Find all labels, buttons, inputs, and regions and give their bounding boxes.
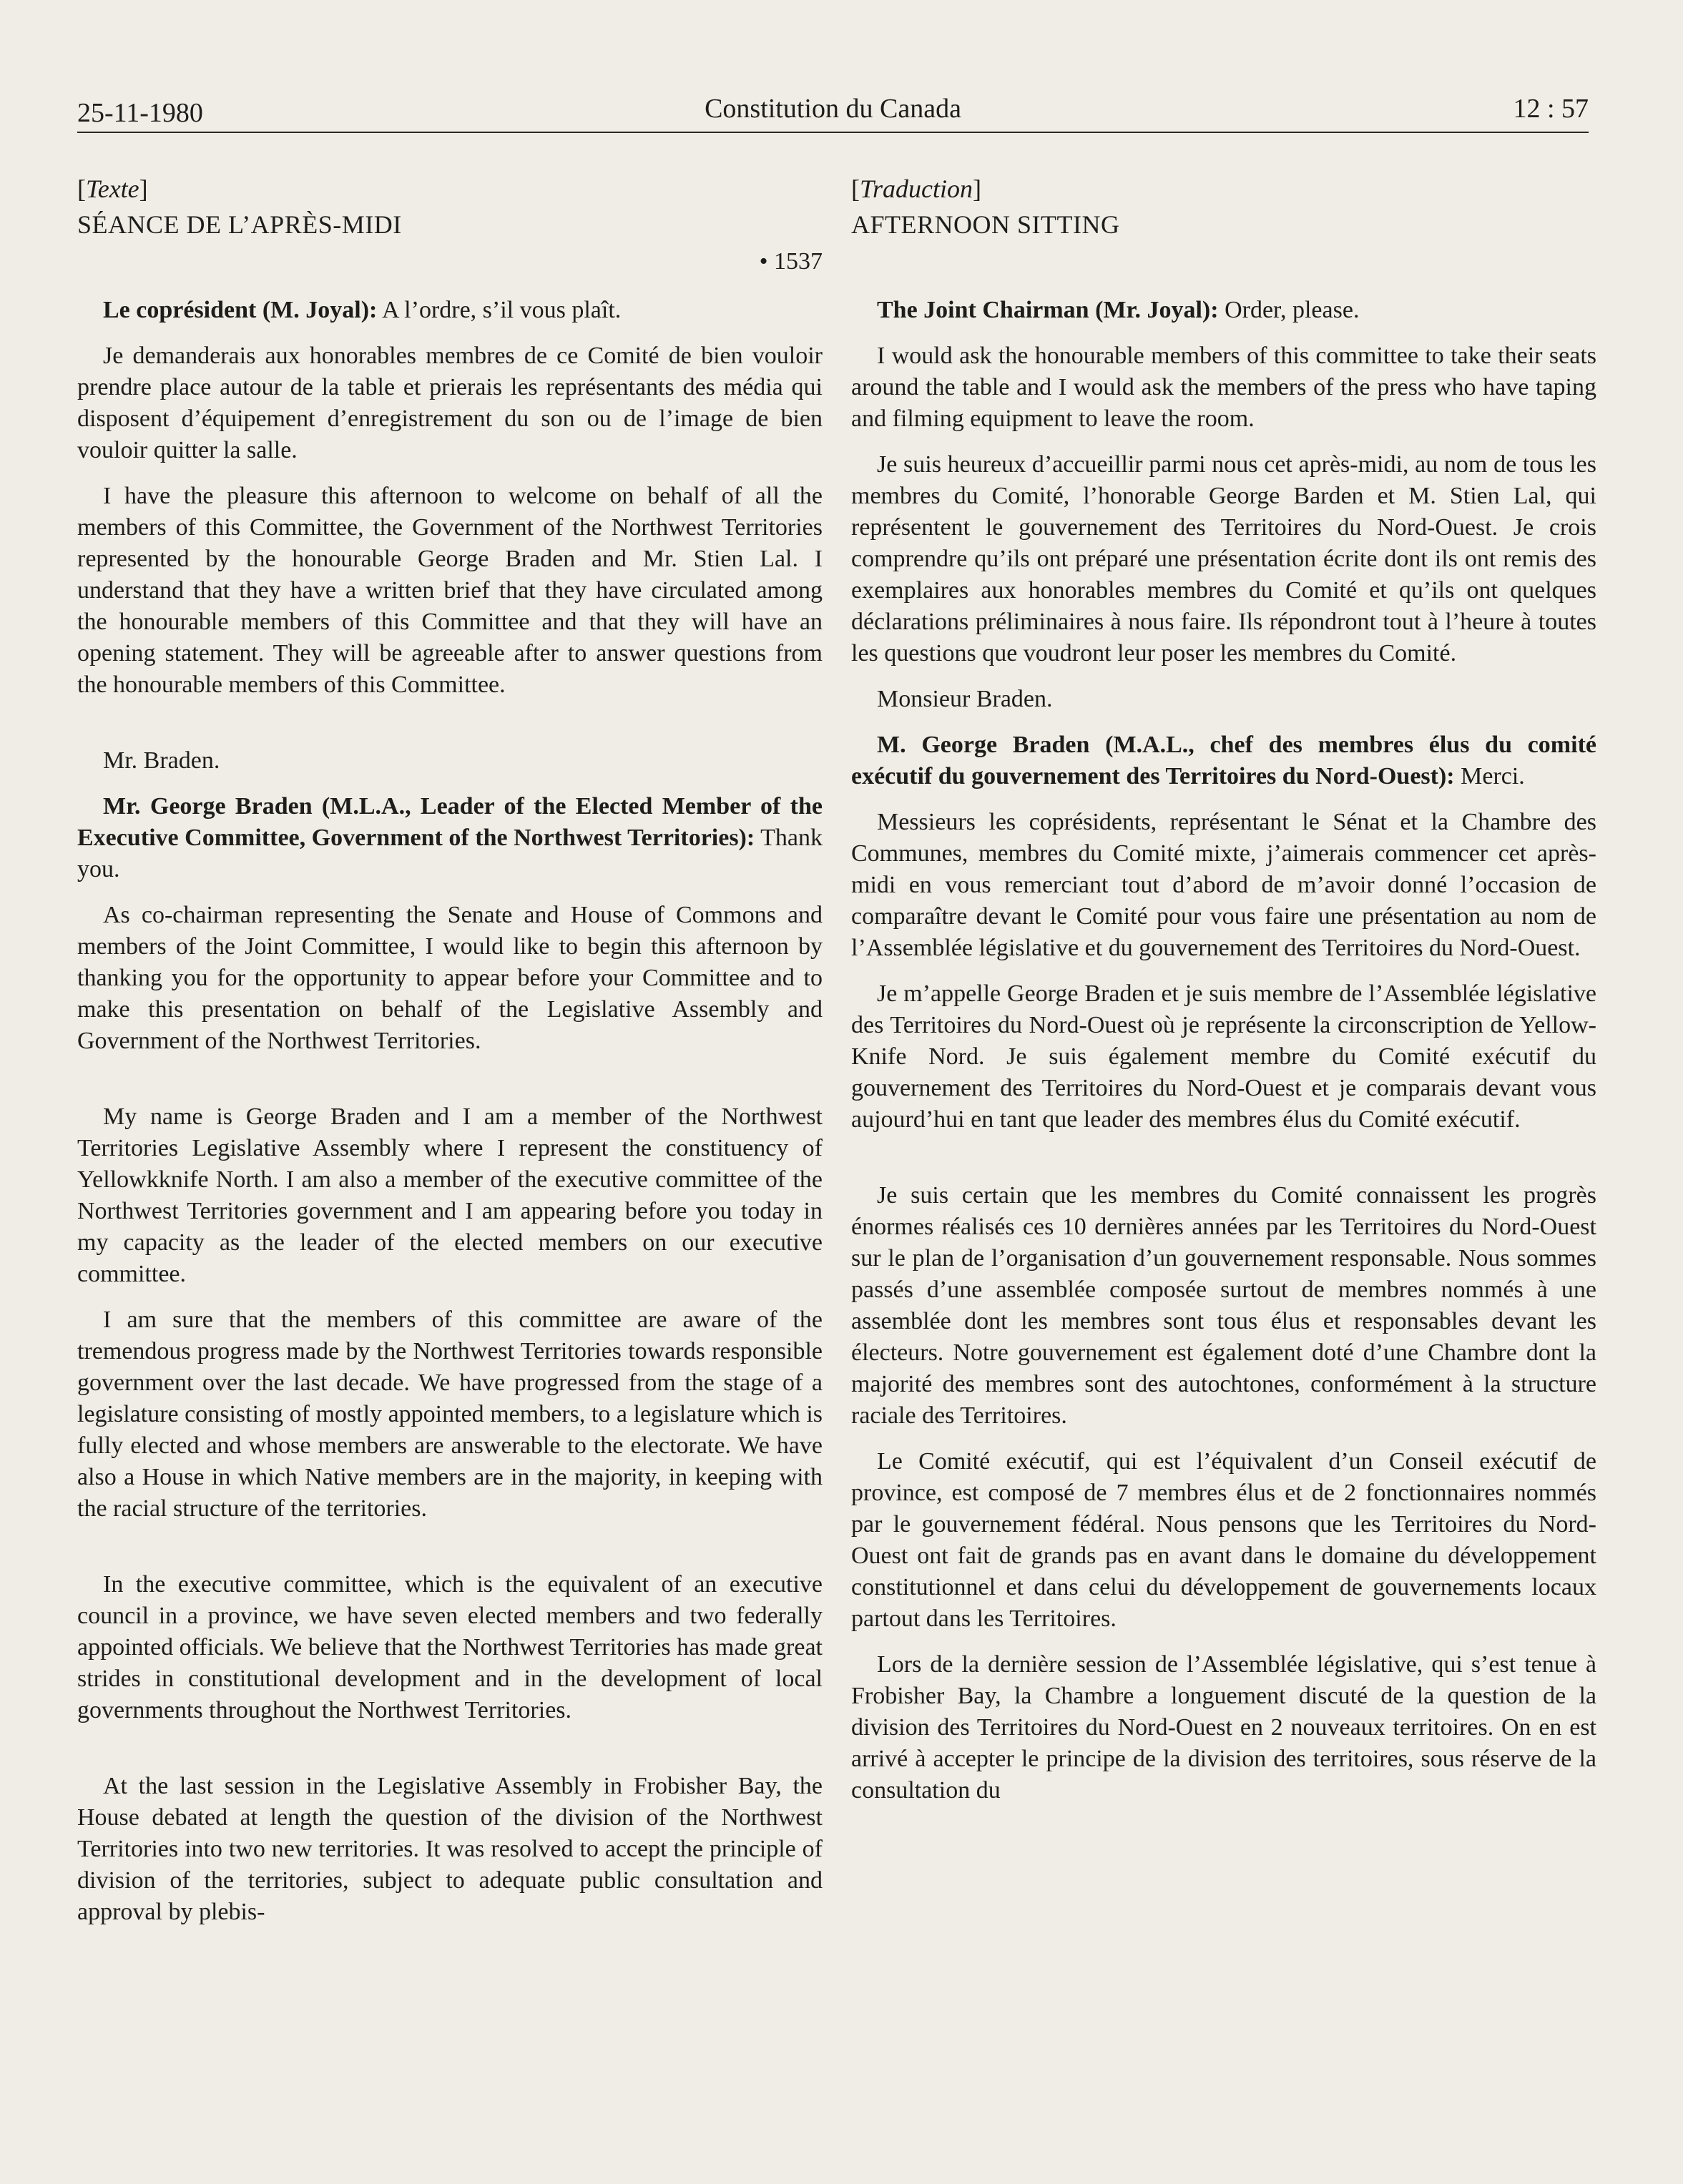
right-paragraph-2: I would ask the honourable members of this committee to take their seats around the table and I would ask the members of the press who have taping and filming equipment to leave the room. (851, 343, 1596, 432)
right-speaker-chairman: The Joint Chairman (Mr. Joyal): (877, 297, 1219, 323)
right-paragraph-6: Messieurs les coprésidents, représentant le Sénat et la Chambre des Communes, membres du Comité mixte, j’aimerais commencer cet après-midi en vous remerciant tout d’abord de m’avoir donné l’occasion de comparaître devant le Comité pour vous faire une présentation au nom de l’Assemblée législative et du gouvernement des Territoires du Nord-Ouest. (851, 809, 1596, 961)
header-page-number: 12 : 57 (1513, 94, 1589, 124)
time-marker: • 1537 (759, 248, 823, 275)
left-paragraph-2: Je demanderais aux honorables membres de ce Comité de bien vouloir prendre place autour de la table et prierais les représentants des média qui disposent d’équipement d’enregistrement du son ou de l’image de bien vouloir quitter la salle. (77, 343, 823, 463)
left-paragraph-5: Mr. George Braden (M.L.A., Leader of the Elected Member of the Executive Committee, Government of the Northwest Territories): Thank you. (77, 793, 823, 882)
right-column (851, 173, 1596, 1821)
right-section-title: AFTERNOON SITTING (851, 210, 1120, 239)
right-paragraph-5: M. George Braden (M.A.L., chef des membres élus du comité exécutif du gouvernement des Territoires du Nord-Ouest): Merci. (851, 732, 1596, 790)
left-language-tag: [Texte] (77, 174, 148, 203)
left-column (77, 173, 823, 1942)
header-title: Constitution du Canada (705, 94, 961, 124)
right-paragraph-4: Monsieur Braden. (877, 686, 1053, 712)
right-language-tag: [Traduction] (851, 174, 982, 203)
left-section-title: SÉANCE DE L’APRÈS-MIDI (77, 210, 402, 239)
left-paragraph-8: I am sure that the members of this committee are aware of the tremendous progress made by the Northwest Territories towards responsible government over the last decade. We have progressed from the stage of a legislature consisting of mostly appointed members, to a legislature which is fully elected and whose members are answerable to the electorate. We have also a House in which Native members are in the majority, in keeping with the racial structure of the territories. (77, 1307, 823, 1522)
left-paragraph-6: As co-chairman representing the Senate and House of Commons and members of the Joint Committee, I would like to begin this afternoon by thanking you for the opportunity to appear before your Committee and to make this presentation on behalf of the Legislative Assembly and Government of the Northwest Territories. (77, 902, 823, 1054)
left-paragraph-9: In the executive committee, which is the equivalent of an executive council in a province, we have seven elected members and two federally appointed officials. We believe that the Northwest Territories has made great strides in constitutional development and in the development of local governments throughout the Northwest Territories. (77, 1571, 823, 1723)
right-speaker-braden: M. George Braden (M.A.L., chef des membres élus du comité exécutif du gouvernement des Territoires du Nord-Ouest): (851, 732, 1596, 790)
left-speaker-chairman: Le coprésident (M. Joyal): (103, 297, 378, 323)
left-speaker-braden: Mr. George Braden (M.L.A., Leader of the Elected Member of the Executive Committee, Government of the Northwest Territories): (77, 793, 823, 851)
left-paragraph-7: My name is George Braden and I am a member of the Northwest Territories Legislative Assembly where I represent the constituency of Yellowkknife North. I am also a member of the executive committee of the Northwest Territories government and I am appearing before you today in my capacity as the leader of the elected members on our executive committee. (77, 1103, 823, 1287)
left-paragraph-3: I have the pleasure this afternoon to welcome on behalf of all the members of this Committee, the Government of the Northwest Territories represented by the honourable George Braden and Mr. Stien Lal. I understand that they have a written brief that they have circulated among the honourable members of this Committee and that they will have an opening statement. They will be agreeable after to answer questions from the honourable members of this Committee. (77, 483, 823, 698)
right-paragraph-3: Je suis heureux d’accueillir parmi nous cet après-midi, au nom de tous les membres du Comité, l’honorable George Barden et M. Stien Lal, qui représentent le gouvernement des Territoires du Nord-Ouest. Je crois comprendre qu’ils ont préparé une présentation écrite dont ils ont remis des exemplaires aux honorables membres du Comité et qu’ils ont quelques déclarations préliminaires à nous faire. Ils répondront tout à l’heure à toutes les questions que voudront leur poser les membres du Comité. (851, 451, 1596, 666)
left-paragraph-1: Le coprésident (M. Joyal): A l’ordre, s’il vous plaît. (103, 297, 622, 323)
right-paragraph-7: Je m’appelle George Braden et je suis membre de l’Assemblée législative des Territoires du Nord-Ouest où je représente la circonscription de Yellow-Knife Nord. Je suis également membre du Comité exécutif du gouvernement des Territoires du Nord-Ouest et je comparais devant vous aujourd’hui en tant que leader des membres élus du Comité exécutif. (851, 980, 1596, 1133)
left-paragraph-4: Mr. Braden. (103, 747, 220, 774)
right-paragraph-8: Je suis certain que les membres du Comité connaissent les progrès énormes réalisés ces 10 dernières années par les Territoires du Nord-Ouest sur le plan de l’organisation d’un gouvernement responsable. Nous sommes passés d’une assemblée composée surtout de membres nommés à une assemblée dont les membres sont tous élus et responsables devant les électeurs. Notre gouvernement est également doté d’une Chambre dont la majorité des membres sont des autochtones, conformément à la structure raciale des Territoires. (851, 1182, 1596, 1429)
left-paragraph-10: At the last session in the Legislative Assembly in Frobisher Bay, the House debated at length the question of the division of the Northwest Territories into two new territories. It was resolved to accept the principle of division of the territories, subject to adequate public consultation and approval by plebis- (77, 1773, 823, 1925)
page-header (77, 92, 1589, 133)
right-paragraph-1: The Joint Chairman (Mr. Joyal): Order, please. (877, 297, 1360, 323)
right-paragraph-9: Le Comité exécutif, qui est l’équivalent d’un Conseil exécutif de province, est composé de 7 membres élus et de 2 fonctionnaires nommés par le gouvernement fédéral. Nous pensons que les Territoires du Nord-Ouest ont fait de grands pas en avant dans le domaine du développement constitutionnel et dans celui du développement de gouvernements locaux partout dans les Territoires. (851, 1448, 1596, 1632)
right-marker-spacer (851, 240, 1596, 277)
right-paragraph-10: Lors de la dernière session de l’Assemblée législative, qui s’est tenue à Frobisher Bay, la Chambre a longuement discuté de la question de la division des Territoires du Nord-Ouest en 2 nouveaux territoires. On en est arrivé à accepter le principe de la division des territoires, sous réserve de la consultation du (851, 1651, 1596, 1804)
header-date: 25-11-1980 (77, 98, 203, 128)
